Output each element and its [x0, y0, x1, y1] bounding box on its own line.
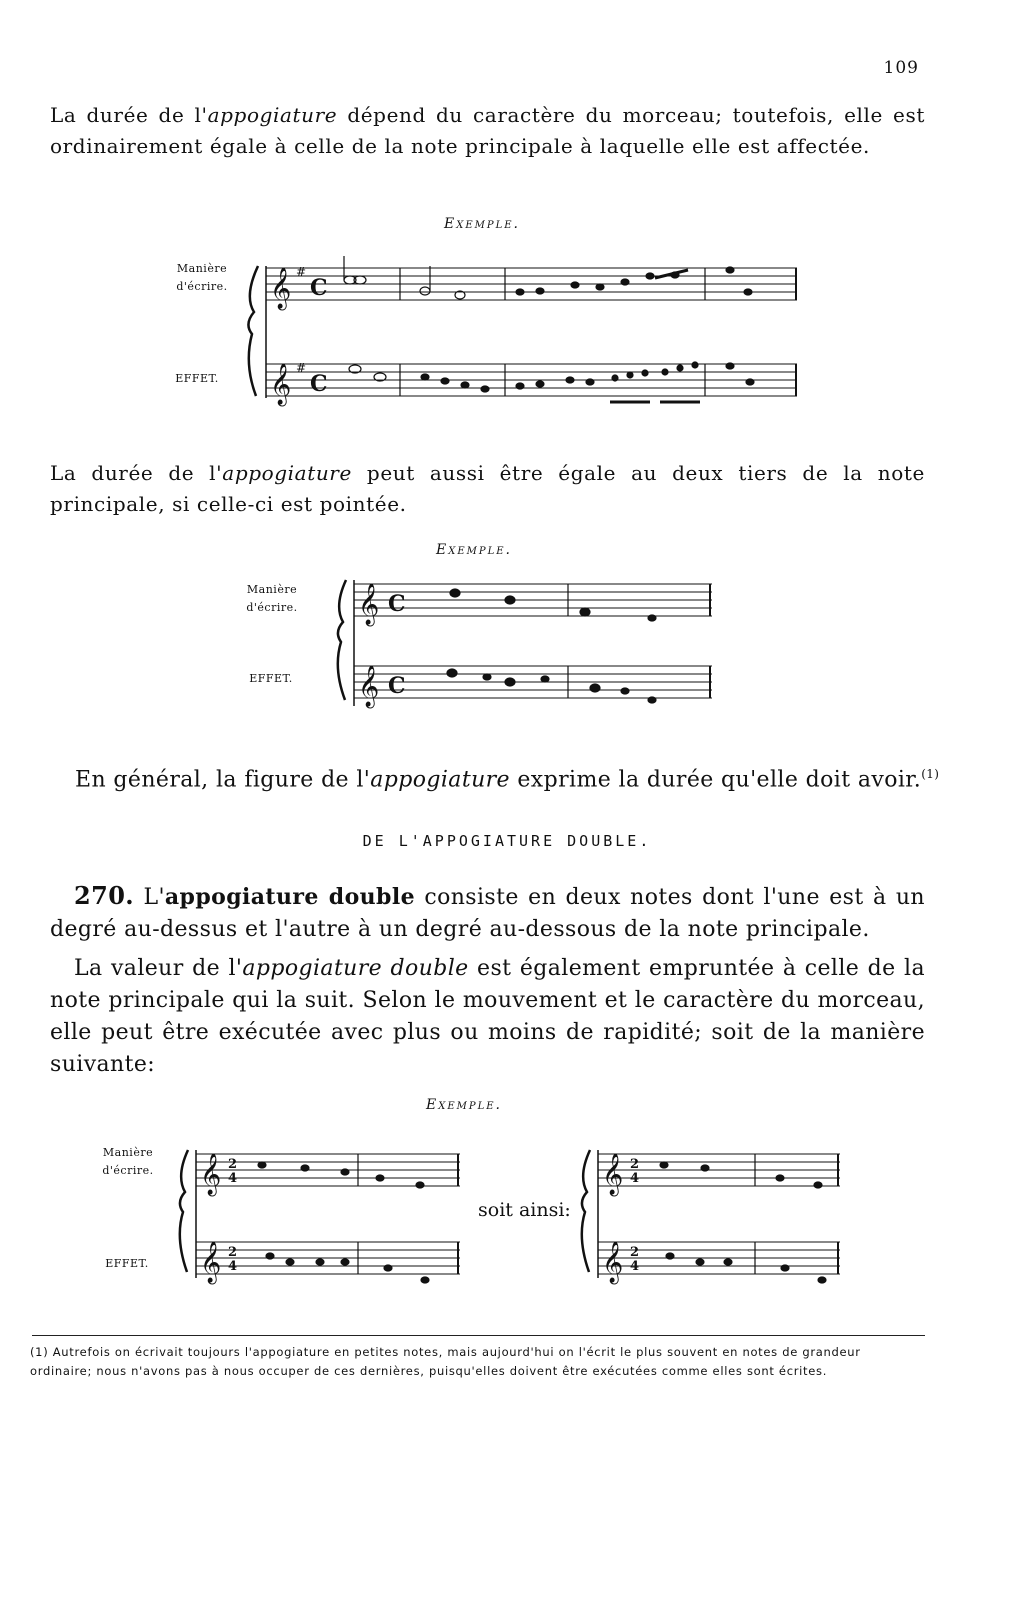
staff-label-effet: EFFET. [249, 672, 293, 685]
svg-text:C: C [310, 275, 328, 301]
staff-lines [354, 584, 712, 698]
svg-text:2: 2 [630, 1245, 640, 1260]
notes [258, 256, 826, 1283]
svg-text:𝄞: 𝄞 [200, 1154, 222, 1195]
staff-label-maniere: Manière d'écrire. [102, 1146, 154, 1177]
svg-text:4: 4 [630, 1259, 640, 1274]
staff-label-maniere: Manière d'écrire. [246, 583, 298, 614]
example-1-system [248, 266, 797, 398]
svg-text:𝄞: 𝄞 [602, 1154, 624, 1195]
staff-label-effet: EFFET. [175, 372, 219, 385]
example-label: Exemple. [444, 216, 520, 232]
svg-text:#: # [296, 265, 307, 279]
example-label: Exemple. [436, 542, 512, 558]
svg-text:2: 2 [228, 1245, 238, 1260]
svg-text:𝄞: 𝄞 [358, 584, 380, 625]
paragraph-double-appoggiatura: 270. L'appogiature double consiste en deux notes dont l'une est à un degré au-dessus et l'autre à un degré au-dessous de la note principale. [50, 881, 925, 942]
svg-text:𝄞: 𝄞 [200, 1242, 222, 1283]
staff-label-effet: EFFET. [105, 1257, 149, 1270]
svg-text:4: 4 [228, 1171, 238, 1186]
svg-text:C: C [388, 591, 406, 617]
page-number: 109 [883, 58, 919, 78]
svg-text:2: 2 [630, 1157, 640, 1172]
clefs [200, 265, 639, 1284]
paragraph-figure: En général, la figure de l'appogiature exprime la durée qu'elle doit avoir.$^{(1)}$ [75, 767, 940, 793]
example-label: Exemple. [426, 1097, 502, 1113]
svg-text:#: # [296, 361, 307, 375]
svg-text:𝄞: 𝄞 [270, 364, 292, 405]
soit-ainsi-label: soit ainsi: [478, 1199, 571, 1221]
svg-text:4: 4 [228, 1259, 238, 1274]
paragraph-dotted-note: La durée de l'appogiature peut aussi être égale au deux tiers de la note principale, si celle-ci est pointée. [50, 461, 925, 516]
section-heading: DE L'APPOGIATURE DOUBLE. [362, 832, 652, 850]
paragraph-double-value: La valeur de l'appogiature double est également empruntée à celle de la note principale qui la suit. Selon le mouvement et le caractère du morceau, elle peut être exécutée avec plus ou moins de rapidité; soit de la manière suivante: [50, 956, 925, 1077]
staff-label-maniere: Manière d'écrire. [176, 262, 228, 293]
footnote: (1) Autrefois on écrivait toujours l'appogiature en petites notes, mais aujourd'hui on l'écrit le plus souvent en notes de grandeur ordinaire; nous n'avons pas à nous occuper de ces dernières, puisqu'elles doivent être exécutées comme elles sont écrites. [30, 1345, 861, 1378]
svg-text:𝄞: 𝄞 [358, 666, 380, 707]
svg-text:𝄞: 𝄞 [602, 1242, 624, 1283]
footnote-reference[interactable]: (1) [921, 767, 940, 781]
staff-lines [266, 268, 797, 396]
svg-text:C: C [388, 673, 406, 699]
svg-text:C: C [310, 371, 328, 397]
paragraph-appoggiatura-duration: La durée de l'appogiature dépend du caractère du morceau; toutefois, elle est ordinairement égale à celle de la note principale à laquelle elle est affectée. [50, 103, 925, 158]
svg-text:4: 4 [630, 1171, 640, 1186]
svg-text:𝄞: 𝄞 [270, 268, 292, 309]
svg-text:2: 2 [228, 1157, 238, 1172]
